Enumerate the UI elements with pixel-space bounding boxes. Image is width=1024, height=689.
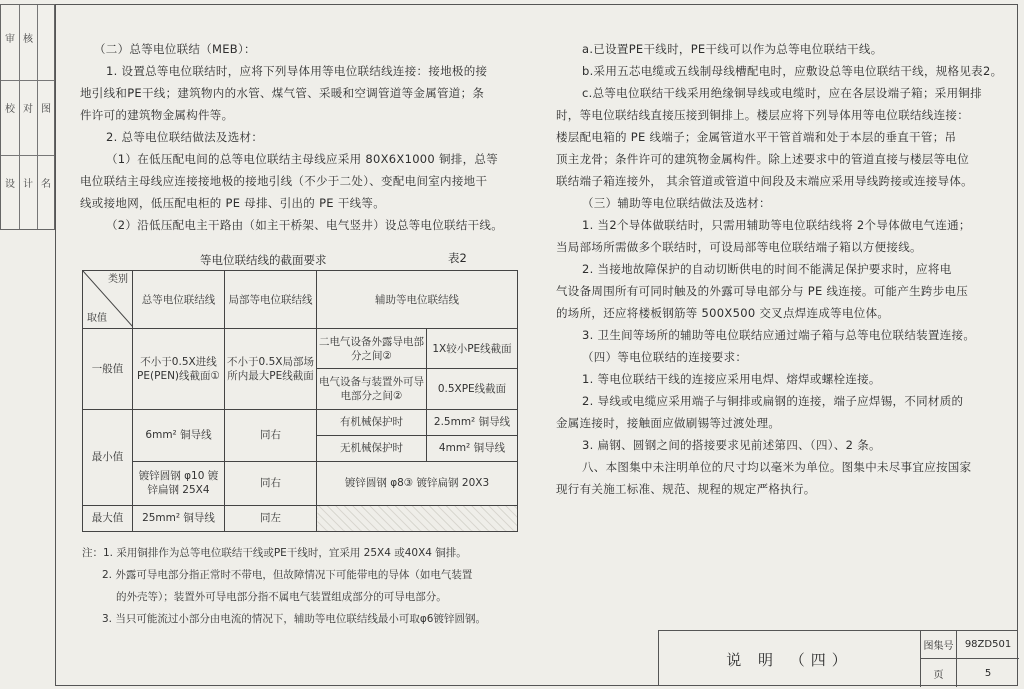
- paragraph: 现行有关施工标准、规范、规程的规定严格执行。: [556, 482, 816, 496]
- paragraph: a.已设置PE干线时，PE干线可以作为总等电位联结干线。: [582, 42, 883, 56]
- paragraph: c.总等电位联结干线采用绝缘铜导线或电缆时，应在各层设端子箱；采用铜排: [582, 86, 982, 100]
- atlas-number: 98ZD501: [957, 631, 1019, 659]
- table-number: 表2: [448, 251, 467, 265]
- table-cell: 无机械保护时: [317, 435, 427, 461]
- paragraph: b.采用五芯电缆或五线制母线槽配电时，应敷设总等电位联结干线，规格见表2。: [582, 64, 1003, 78]
- table-notes: [82, 542, 522, 630]
- table-cell: 2.5mm² 铜导线: [427, 409, 518, 435]
- paragraph: 3. 扁钢、圆钢之间的搭接要求见前述第四、（四）、2 条。: [582, 438, 881, 452]
- paragraph: 时，等电位联结线直接压接到铜排上。楼层应将下列导体用等电位联结线连接：: [556, 108, 969, 122]
- table-cell: 0.5XPE线截面: [427, 369, 518, 409]
- table-cell: 镀锌圆钢 φ10 镀锌扁钢 25X4: [133, 461, 225, 505]
- side-mark: 名: [41, 179, 51, 190]
- paragraph: （2）沿低压配电主干路由（如主干桥架、电气竖井）设总等电位联结干线。: [106, 218, 504, 232]
- cross-section-table: [82, 270, 518, 532]
- corner-bottom-label: 取值: [87, 313, 107, 325]
- side-mark: 图: [41, 104, 51, 115]
- table-cell: 4mm² 铜导线: [427, 435, 518, 461]
- paragraph: 楼层配电箱的 PE 线端子；金属管道水平干管首端和处于本层的垂直干管；吊: [556, 130, 957, 144]
- table-cell: 不小于0.5X局部场所内最大PE线截面: [225, 329, 317, 409]
- side-mark: 审: [5, 34, 15, 45]
- table-header: 辅助等电位联结线: [317, 271, 518, 329]
- right-column: [556, 38, 1002, 500]
- side-mark: 计: [23, 179, 33, 190]
- section-heading: （四）等电位联结的连接要求：: [582, 350, 748, 364]
- left-column: [80, 38, 518, 236]
- atlas-label: 图集号: [921, 631, 957, 659]
- paragraph: 联结端子箱连接外， 其余管道或管道中间段及末端应采用导线跨接或连接导体。: [556, 174, 973, 188]
- paragraph: 八、本图集中未注明单位的尺寸均以毫米为单位。图集中未尽事宜应按国家: [582, 460, 972, 474]
- paragraph: 1. 等电位联结干线的连接应采用电焊、熔焊或螺栓连接。: [582, 372, 881, 386]
- title-block: [658, 630, 1018, 686]
- table-cell: 不小于0.5X进线PE(PEN)线截面①: [133, 329, 225, 409]
- paragraph: （1）在低压配电间的总等电位联结主母线应采用 80X6X1000 铜排，总等: [106, 152, 498, 166]
- side-mark: 设: [5, 179, 15, 190]
- paragraph: 的场所，还应将楼板钢筋等 500X500 交叉点焊连成等电位体。: [556, 306, 890, 320]
- page-label: 页: [921, 659, 957, 687]
- table-cell: 有机械保护时: [317, 409, 427, 435]
- paragraph: 当局部场所需做多个联结时，可设局部等电位联结端子箱以方便接线。: [556, 240, 922, 254]
- note-line: 注：1. 采用铜排作为总等电位联结干线或PE干线时，宜采用 25X4 或40X4 铜排。: [82, 547, 467, 559]
- paragraph: 金属连接时，接触面应做刷锡等过渡处理。: [556, 416, 781, 430]
- side-mark: 对: [23, 104, 33, 115]
- paragraph: 2. 总等电位联结做法及选材：: [106, 130, 264, 144]
- table-header: 局部等电位联结线: [225, 271, 317, 329]
- sheet-title: 说 明 （四）: [659, 631, 921, 687]
- table-header: 总等电位联结线: [133, 271, 225, 329]
- table-cell: 同右: [225, 409, 317, 461]
- table-cell: 25mm² 铜导线: [133, 505, 225, 531]
- note-line: 2. 外露可导电部分指正常时不带电，但故障情况下可能带电的导体（如电气装置: [102, 569, 473, 581]
- paragraph: 顶主龙骨；条件许可的建筑物金属构件。除上述要求中的管道直接与楼层等电位: [556, 152, 969, 166]
- table-cell: 电气设备与装置外可导电部分之间②: [317, 369, 427, 409]
- table-cell: 1X较小PE线截面: [427, 329, 518, 369]
- paragraph: 地引线和PE干线；建筑物内的水管、煤气管、采暖和空调管道等金属管道；条: [80, 86, 485, 100]
- section-heading: （二）总等电位联结（MEB）：: [94, 42, 256, 56]
- row-label: 最大值: [83, 505, 133, 531]
- table-cell: 6mm² 铜导线: [133, 409, 225, 461]
- note-line: 3. 当只可能流过小部分由电流的情况下，辅助等电位联结线最小可取φ6镀锌圆钢。: [102, 613, 486, 625]
- paragraph: 3. 卫生间等场所的辅助等电位联结应通过端子箱与总等电位联结装置连接。: [582, 328, 976, 342]
- section-heading: （三）辅助等电位联结做法及选材：: [582, 196, 771, 210]
- paragraph: 1. 设置总等电位联结时，应将下列导体用等电位联结线连接：接地极的接: [106, 64, 488, 78]
- table-corner: [83, 271, 133, 329]
- table-cell: 镀锌圆钢 φ8③ 镀锌扁钢 20X3: [317, 461, 518, 505]
- side-mark: 核: [23, 34, 33, 45]
- table-cell: 二电气设备外露导电部分之间②: [317, 329, 427, 369]
- hatched-cell: [317, 505, 518, 531]
- table-cell: 同左: [225, 505, 317, 531]
- side-signature-strip: [0, 4, 55, 230]
- table-title: 等电位联结线的截面要求: [200, 253, 327, 267]
- paragraph: 气设备周围所有可同时触及的外露可导电部分与 PE 线连接。可能产生跨步电压: [556, 284, 969, 298]
- row-label: 最小值: [83, 409, 133, 505]
- page-number: 5: [984, 667, 992, 679]
- table-cell: 同右: [225, 461, 317, 505]
- row-label: 一般值: [83, 329, 133, 409]
- paragraph: 2. 当接地故障保护的自动切断供电的时间不能满足保护要求时，应将电: [582, 262, 952, 276]
- side-mark: 校: [5, 104, 15, 115]
- paragraph: 2. 导线或电缆应采用端子与铜排或扁钢的连接，端子应焊锡，不同材质的: [582, 394, 964, 408]
- paragraph: 件许可的建筑物金属构件等。: [80, 108, 234, 122]
- note-line: 的外壳等）；装置外可导电部分指不属电气装置组成部分的可导电部分。: [116, 591, 447, 603]
- paragraph: 1. 当2个导体做联结时，只需用辅助等电位联结线将 2个导体做电气连通；: [582, 218, 971, 232]
- paragraph: 电位联结主母线应连接接地极的接地引线（不少于二处）、变配电间室内接地干: [80, 174, 488, 188]
- paragraph: 线或接地网，低压配电柜的 PE 母排、引出的 PE 干线等。: [80, 196, 386, 210]
- corner-top-label: 类别: [108, 274, 128, 285]
